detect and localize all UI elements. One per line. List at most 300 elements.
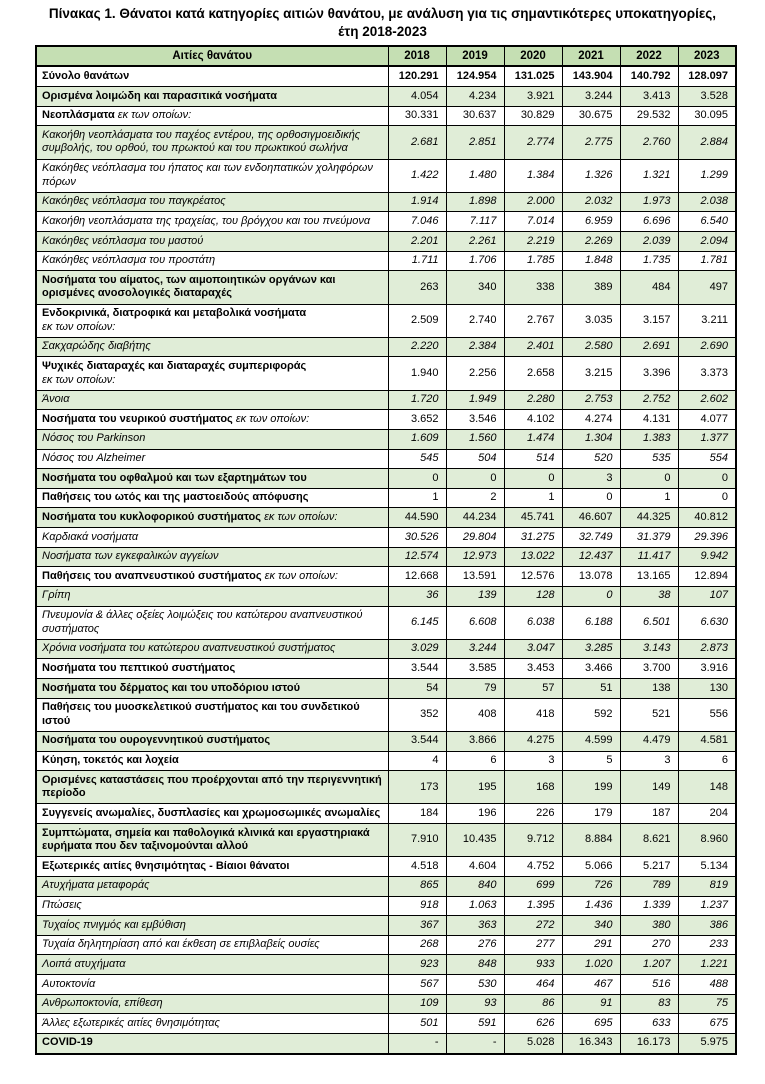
value-cell: 30.829 bbox=[504, 106, 562, 126]
value-cell: 367 bbox=[388, 916, 446, 936]
value-cell: 13.078 bbox=[562, 567, 620, 587]
value-cell: 5.134 bbox=[678, 857, 736, 877]
value-cell: 591 bbox=[446, 1014, 504, 1034]
value-cell: 44.325 bbox=[620, 508, 678, 528]
value-cell: 31.379 bbox=[620, 528, 678, 548]
value-cell: 386 bbox=[678, 916, 736, 936]
value-cell: 1.940 bbox=[388, 357, 446, 390]
value-cell: 12.894 bbox=[678, 567, 736, 587]
cause-label-cell bbox=[36, 804, 388, 824]
value-cell: 3.215 bbox=[562, 357, 620, 390]
value-cell: 1.377 bbox=[678, 429, 736, 449]
value-cell: 1.474 bbox=[504, 429, 562, 449]
value-cell: 2.280 bbox=[504, 390, 562, 410]
value-cell: 2.851 bbox=[446, 126, 504, 159]
value-cell: 501 bbox=[388, 1014, 446, 1034]
value-cell: 2.873 bbox=[678, 639, 736, 659]
cause-label-cell bbox=[36, 87, 388, 107]
value-cell: 107 bbox=[678, 586, 736, 606]
value-cell: 4.604 bbox=[446, 857, 504, 877]
value-cell: 8.621 bbox=[620, 824, 678, 857]
cause-label-cell bbox=[36, 857, 388, 877]
value-cell: 4.054 bbox=[388, 87, 446, 107]
value-cell: 272 bbox=[504, 916, 562, 936]
value-cell: 2.752 bbox=[620, 390, 678, 410]
value-cell: 9.942 bbox=[678, 547, 736, 567]
value-cell: 726 bbox=[562, 876, 620, 896]
cause-label: Σακχαρώδης διαβήτης bbox=[42, 340, 151, 353]
value-cell: 514 bbox=[504, 449, 562, 469]
value-cell: 13.022 bbox=[504, 547, 562, 567]
cause-label: Χρόνια νοσήματα του κατώτερου αναπνευστικού συστήματος bbox=[42, 642, 336, 655]
value-cell: 545 bbox=[388, 449, 446, 469]
value-cell: 0 bbox=[678, 469, 736, 489]
table-title bbox=[0, 0, 765, 45]
value-cell: 338 bbox=[504, 271, 562, 304]
value-cell: 16.343 bbox=[562, 1033, 620, 1053]
column-header-year-2023: 2023 bbox=[678, 46, 736, 66]
cause-label-cell bbox=[36, 731, 388, 751]
value-cell: 2.767 bbox=[504, 304, 562, 337]
cause-label: Ψυχικές διαταραχές και διαταραχές συμπεριφοράς bbox=[42, 359, 307, 372]
cause-label: Νοσήματα του ουρογεννητικού συστήματος bbox=[42, 734, 271, 747]
value-cell: 30.675 bbox=[562, 106, 620, 126]
value-cell: 1.706 bbox=[446, 251, 504, 271]
cause-label: Νόσος του Parkinson bbox=[42, 432, 146, 445]
value-cell: 6.188 bbox=[562, 606, 620, 639]
value-cell: 3.652 bbox=[388, 410, 446, 430]
value-cell: 3.035 bbox=[562, 304, 620, 337]
value-cell: 363 bbox=[446, 916, 504, 936]
cause-label: Ενδοκρινικά, διατροφικά και μεταβολικά νοσήματα bbox=[42, 307, 307, 320]
column-header-year-2021: 2021 bbox=[562, 46, 620, 66]
table-row bbox=[36, 212, 736, 232]
value-cell: 11.417 bbox=[620, 547, 678, 567]
value-cell: 592 bbox=[562, 698, 620, 731]
cause-label-cell bbox=[36, 751, 388, 771]
cause-label: Πτώσεις bbox=[42, 899, 82, 912]
value-cell: 276 bbox=[446, 935, 504, 955]
table-row bbox=[36, 639, 736, 659]
column-header-year-2020: 2020 bbox=[504, 46, 562, 66]
table-row bbox=[36, 804, 736, 824]
header-row bbox=[36, 46, 736, 66]
cause-label: Νοσήματα του πεπτικού συστήματος bbox=[42, 661, 236, 674]
cause-label: Κακόηθες νεόπλασμα του μαστού bbox=[42, 234, 204, 247]
cause-label: Παθήσεις του ωτός και της μαστοειδούς απόφυσης bbox=[42, 491, 309, 504]
value-cell: 2.219 bbox=[504, 232, 562, 252]
value-cell: 233 bbox=[678, 935, 736, 955]
value-cell: 5.217 bbox=[620, 857, 678, 877]
value-cell: 3.373 bbox=[678, 357, 736, 390]
value-cell: 1.237 bbox=[678, 896, 736, 916]
value-cell: 3.143 bbox=[620, 639, 678, 659]
table-row bbox=[36, 824, 736, 857]
table-row bbox=[36, 390, 736, 410]
table-row bbox=[36, 106, 736, 126]
value-cell: 4.102 bbox=[504, 410, 562, 430]
value-cell: 139 bbox=[446, 586, 504, 606]
value-cell: 30.095 bbox=[678, 106, 736, 126]
table-row bbox=[36, 271, 736, 304]
cause-label-cell bbox=[36, 659, 388, 679]
value-cell: 3.047 bbox=[504, 639, 562, 659]
value-cell: 16.173 bbox=[620, 1033, 678, 1053]
value-cell: 0 bbox=[678, 488, 736, 508]
value-cell: 2.580 bbox=[562, 337, 620, 357]
value-cell: 1 bbox=[620, 488, 678, 508]
column-header-year-2018: 2018 bbox=[388, 46, 446, 66]
value-cell: 6.038 bbox=[504, 606, 562, 639]
value-cell: 1.735 bbox=[620, 251, 678, 271]
value-cell: 12.574 bbox=[388, 547, 446, 567]
value-cell: 0 bbox=[446, 469, 504, 489]
value-cell: 4.274 bbox=[562, 410, 620, 430]
value-cell: 695 bbox=[562, 1014, 620, 1034]
cause-label: Τυχαίος πνιγμός και εμβύθιση bbox=[42, 918, 186, 931]
value-cell: 5.975 bbox=[678, 1033, 736, 1053]
value-cell: 484 bbox=[620, 271, 678, 304]
value-cell: 497 bbox=[678, 271, 736, 304]
table-row bbox=[36, 87, 736, 107]
cause-label: Νοσήματα των εγκεφαλικών αγγείων bbox=[42, 550, 219, 563]
table-row bbox=[36, 679, 736, 699]
value-cell: 3.528 bbox=[678, 87, 736, 107]
value-cell: 30.331 bbox=[388, 106, 446, 126]
value-cell: 138 bbox=[620, 679, 678, 699]
table-row bbox=[36, 567, 736, 587]
table-row bbox=[36, 232, 736, 252]
value-cell: 464 bbox=[504, 975, 562, 995]
cause-label: Νόσος του Alzheimer bbox=[42, 452, 146, 465]
value-cell: 918 bbox=[388, 896, 446, 916]
column-header-year-2022: 2022 bbox=[620, 46, 678, 66]
value-cell: 31.275 bbox=[504, 528, 562, 548]
value-cell: 12.668 bbox=[388, 567, 446, 587]
cause-label-cell bbox=[36, 698, 388, 731]
value-cell: 199 bbox=[562, 771, 620, 804]
value-cell: 149 bbox=[620, 771, 678, 804]
value-cell: 1.560 bbox=[446, 429, 504, 449]
value-cell: 3.585 bbox=[446, 659, 504, 679]
value-cell: 86 bbox=[504, 994, 562, 1014]
title-line-2: έτη 2018-2023 bbox=[338, 24, 427, 40]
cause-label: Νοσήματα του οφθαλμού και των εξαρτημάτων του bbox=[42, 471, 307, 484]
value-cell: 340 bbox=[446, 271, 504, 304]
cause-label: Ανθρωποκτονία, επίθεση bbox=[42, 997, 163, 1010]
value-cell: 9.712 bbox=[504, 824, 562, 857]
value-cell: 2.509 bbox=[388, 304, 446, 337]
cause-label: COVID-19 bbox=[42, 1036, 93, 1049]
cause-label-cell bbox=[36, 679, 388, 699]
value-cell: 4.077 bbox=[678, 410, 736, 430]
value-cell: 93 bbox=[446, 994, 504, 1014]
value-cell: 488 bbox=[678, 975, 736, 995]
value-cell: 516 bbox=[620, 975, 678, 995]
value-cell: 277 bbox=[504, 935, 562, 955]
value-cell: 2.401 bbox=[504, 337, 562, 357]
table-row bbox=[36, 857, 736, 877]
of-which-note: εκ των οποίων: bbox=[42, 373, 116, 386]
cause-label-cell bbox=[36, 606, 388, 639]
value-cell: 1.480 bbox=[446, 159, 504, 192]
value-cell: 2.269 bbox=[562, 232, 620, 252]
cause-label-cell bbox=[36, 896, 388, 916]
value-cell: 2.201 bbox=[388, 232, 446, 252]
value-cell: 2.760 bbox=[620, 126, 678, 159]
value-cell: 263 bbox=[388, 271, 446, 304]
table-row bbox=[36, 159, 736, 192]
value-cell: 204 bbox=[678, 804, 736, 824]
table-row bbox=[36, 429, 736, 449]
of-which-note: εκ των οποίων: bbox=[117, 109, 192, 122]
column-header-causes: Αιτίες θανάτου bbox=[36, 46, 388, 66]
value-cell: 30.526 bbox=[388, 528, 446, 548]
cause-label-cell bbox=[36, 66, 388, 86]
cause-label: Σύνολο θανάτων bbox=[42, 69, 130, 82]
table-row bbox=[36, 751, 736, 771]
value-cell: 196 bbox=[446, 804, 504, 824]
value-cell: 1.221 bbox=[678, 955, 736, 975]
value-cell: 2.884 bbox=[678, 126, 736, 159]
cause-label: Συγγενείς ανωμαλίες, δυσπλασίες και χρωμοσωμικές ανωμαλίες bbox=[42, 806, 381, 819]
value-cell: 3.244 bbox=[562, 87, 620, 107]
value-cell: 10.435 bbox=[446, 824, 504, 857]
cause-label-cell bbox=[36, 916, 388, 936]
value-cell: 4.518 bbox=[388, 857, 446, 877]
table-row bbox=[36, 469, 736, 489]
value-cell: - bbox=[446, 1033, 504, 1053]
value-cell: 2 bbox=[446, 488, 504, 508]
table-row bbox=[36, 698, 736, 731]
deaths-by-cause-table bbox=[35, 45, 737, 1054]
value-cell: 2.775 bbox=[562, 126, 620, 159]
cause-label: Κακόηθες νεόπλασμα του ήπατος και των ενδοηπατικών χοληφόρων πόρων bbox=[42, 162, 373, 188]
cause-label-cell bbox=[36, 488, 388, 508]
value-cell: 4.131 bbox=[620, 410, 678, 430]
value-cell: 389 bbox=[562, 271, 620, 304]
value-cell: 2.658 bbox=[504, 357, 562, 390]
value-cell: 131.025 bbox=[504, 66, 562, 86]
value-cell: 270 bbox=[620, 935, 678, 955]
value-cell: 124.954 bbox=[446, 66, 504, 86]
of-which-note: εκ των οποίων: bbox=[264, 569, 338, 582]
table-row bbox=[36, 547, 736, 567]
value-cell: 12.576 bbox=[504, 567, 562, 587]
of-which-note: εκ των οποίων: bbox=[235, 412, 310, 425]
value-cell: 3.700 bbox=[620, 659, 678, 679]
value-cell: 1.299 bbox=[678, 159, 736, 192]
value-cell: 7.014 bbox=[504, 212, 562, 232]
table-row bbox=[36, 528, 736, 548]
value-cell: 2.384 bbox=[446, 337, 504, 357]
value-cell: 340 bbox=[562, 916, 620, 936]
value-cell: 1.781 bbox=[678, 251, 736, 271]
value-cell: 554 bbox=[678, 449, 736, 469]
of-which-note: εκ των οποίων: bbox=[42, 320, 116, 333]
value-cell: 6.145 bbox=[388, 606, 446, 639]
table-row bbox=[36, 126, 736, 159]
value-cell: 6.608 bbox=[446, 606, 504, 639]
value-cell: 1.898 bbox=[446, 192, 504, 212]
cause-label: Αυτοκτονία bbox=[42, 977, 96, 990]
cause-label: Συμπτώματα, σημεία και παθολογικά κλινικά και εργαστηριακά ευρήματα που δεν ταξινομούνται αλλού bbox=[42, 826, 370, 853]
value-cell: 2.740 bbox=[446, 304, 504, 337]
value-cell: 79 bbox=[446, 679, 504, 699]
value-cell: 530 bbox=[446, 975, 504, 995]
value-cell: 51 bbox=[562, 679, 620, 699]
value-cell: 1.914 bbox=[388, 192, 446, 212]
value-cell: 567 bbox=[388, 975, 446, 995]
table-row bbox=[36, 994, 736, 1014]
value-cell: 1.785 bbox=[504, 251, 562, 271]
value-cell: 12.973 bbox=[446, 547, 504, 567]
cause-label: Ορισμένες καταστάσεις που προέρχονται από την περιγεννητική περίοδο bbox=[42, 773, 382, 800]
cause-label-cell bbox=[36, 994, 388, 1014]
table-row bbox=[36, 731, 736, 751]
table-row bbox=[36, 935, 736, 955]
value-cell: 626 bbox=[504, 1014, 562, 1034]
value-cell: 29.396 bbox=[678, 528, 736, 548]
cause-label: Νοσήματα του δέρματος και του υποδόριου ιστού bbox=[42, 681, 301, 694]
cause-label: Άλλες εξωτερικές αιτίες θνησιμότητας bbox=[42, 1016, 220, 1029]
value-cell: 2.753 bbox=[562, 390, 620, 410]
title-line-1: Πίνακας 1. Θάνατοι κατά κατηγορίες αιτιών θανάτου, με ανάλυση για τις σημαντικότερες υποκατηγορίες, bbox=[48, 6, 717, 21]
cause-label: Κακοήθη νεοπλάσματα του παχέος εντέρου, της ορθοσιγμοειδικής συμβολής, του ορθού, του πρωκτού και του πρωκτικού σωλήνα bbox=[42, 128, 361, 155]
value-cell: 819 bbox=[678, 876, 736, 896]
value-cell: - bbox=[388, 1033, 446, 1053]
table-row bbox=[36, 192, 736, 212]
value-cell: 848 bbox=[446, 955, 504, 975]
cause-label: Νοσήματα του νευρικού συστήματος bbox=[42, 412, 233, 425]
cause-label: Νοσήματα του αίματος, των αιμοποιητικών οργάνων και ορισμένες ανοσολογικές διαταραχές bbox=[42, 273, 336, 300]
value-cell: 7.046 bbox=[388, 212, 446, 232]
value-cell: 2.261 bbox=[446, 232, 504, 252]
cause-label-cell bbox=[36, 337, 388, 357]
value-cell: 128.097 bbox=[678, 66, 736, 86]
table-row bbox=[36, 410, 736, 430]
value-cell: 3.921 bbox=[504, 87, 562, 107]
value-cell: 0 bbox=[388, 469, 446, 489]
cause-label-cell bbox=[36, 586, 388, 606]
value-cell: 1.384 bbox=[504, 159, 562, 192]
value-cell: 2.000 bbox=[504, 192, 562, 212]
cause-label: Ορισμένα λοιμώδη και παρασιτικά νοσήματα bbox=[42, 89, 277, 102]
value-cell: 1 bbox=[388, 488, 446, 508]
value-cell: 4.479 bbox=[620, 731, 678, 751]
value-cell: 8.884 bbox=[562, 824, 620, 857]
value-cell: 1.383 bbox=[620, 429, 678, 449]
value-cell: 6.630 bbox=[678, 606, 736, 639]
value-cell: 504 bbox=[446, 449, 504, 469]
cause-label-cell bbox=[36, 449, 388, 469]
value-cell: 75 bbox=[678, 994, 736, 1014]
value-cell: 143.904 bbox=[562, 66, 620, 86]
cause-label-cell bbox=[36, 106, 388, 126]
value-cell: 1.422 bbox=[388, 159, 446, 192]
value-cell: 4.599 bbox=[562, 731, 620, 751]
table-body bbox=[36, 66, 736, 1053]
value-cell: 57 bbox=[504, 679, 562, 699]
value-cell: 0 bbox=[620, 469, 678, 489]
value-cell: 29.532 bbox=[620, 106, 678, 126]
cause-label-cell bbox=[36, 955, 388, 975]
value-cell: 6.501 bbox=[620, 606, 678, 639]
value-cell: 8.960 bbox=[678, 824, 736, 857]
value-cell: 556 bbox=[678, 698, 736, 731]
value-cell: 128 bbox=[504, 586, 562, 606]
cause-label-cell bbox=[36, 771, 388, 804]
value-cell: 3.866 bbox=[446, 731, 504, 751]
value-cell: 30.637 bbox=[446, 106, 504, 126]
value-cell: 3.546 bbox=[446, 410, 504, 430]
table-row bbox=[36, 771, 736, 804]
value-cell: 0 bbox=[562, 488, 620, 508]
value-cell: 5.066 bbox=[562, 857, 620, 877]
value-cell: 1.609 bbox=[388, 429, 446, 449]
value-cell: 699 bbox=[504, 876, 562, 896]
value-cell: 352 bbox=[388, 698, 446, 731]
value-cell: 3.466 bbox=[562, 659, 620, 679]
cause-label-cell bbox=[36, 876, 388, 896]
value-cell: 3.413 bbox=[620, 87, 678, 107]
value-cell: 3.285 bbox=[562, 639, 620, 659]
value-cell: 44.234 bbox=[446, 508, 504, 528]
value-cell: 173 bbox=[388, 771, 446, 804]
table-row bbox=[36, 1033, 736, 1053]
value-cell: 521 bbox=[620, 698, 678, 731]
value-cell: 3.029 bbox=[388, 639, 446, 659]
value-cell: 408 bbox=[446, 698, 504, 731]
cause-label-cell bbox=[36, 357, 388, 390]
value-cell: 2.094 bbox=[678, 232, 736, 252]
value-cell: 6.696 bbox=[620, 212, 678, 232]
cause-label: Άνοια bbox=[42, 393, 70, 406]
value-cell: 3.544 bbox=[388, 659, 446, 679]
cause-label-cell bbox=[36, 126, 388, 159]
table-row bbox=[36, 586, 736, 606]
value-cell: 0 bbox=[562, 586, 620, 606]
cause-label-cell bbox=[36, 251, 388, 271]
value-cell: 44.590 bbox=[388, 508, 446, 528]
value-cell: 4.234 bbox=[446, 87, 504, 107]
table-row bbox=[36, 896, 736, 916]
value-cell: 38 bbox=[620, 586, 678, 606]
value-cell: 130 bbox=[678, 679, 736, 699]
value-cell: 380 bbox=[620, 916, 678, 936]
cause-label-cell bbox=[36, 547, 388, 567]
cause-label: Νεοπλάσματα bbox=[42, 109, 115, 122]
value-cell: 40.812 bbox=[678, 508, 736, 528]
cause-label-cell bbox=[36, 824, 388, 857]
value-cell: 36 bbox=[388, 586, 446, 606]
value-cell: 1.020 bbox=[562, 955, 620, 975]
value-cell: 1.395 bbox=[504, 896, 562, 916]
value-cell: 520 bbox=[562, 449, 620, 469]
cause-label: Γρίπη bbox=[42, 589, 71, 602]
value-cell: 1.207 bbox=[620, 955, 678, 975]
value-cell: 2.602 bbox=[678, 390, 736, 410]
value-cell: 467 bbox=[562, 975, 620, 995]
cause-label-cell bbox=[36, 232, 388, 252]
value-cell: 13.165 bbox=[620, 567, 678, 587]
cause-label-cell bbox=[36, 528, 388, 548]
value-cell: 1.848 bbox=[562, 251, 620, 271]
cause-label: Κακόηθες νεόπλασμα του προστάτη bbox=[42, 254, 216, 267]
table-row bbox=[36, 1014, 736, 1034]
value-cell: 1.326 bbox=[562, 159, 620, 192]
value-cell: 3.244 bbox=[446, 639, 504, 659]
